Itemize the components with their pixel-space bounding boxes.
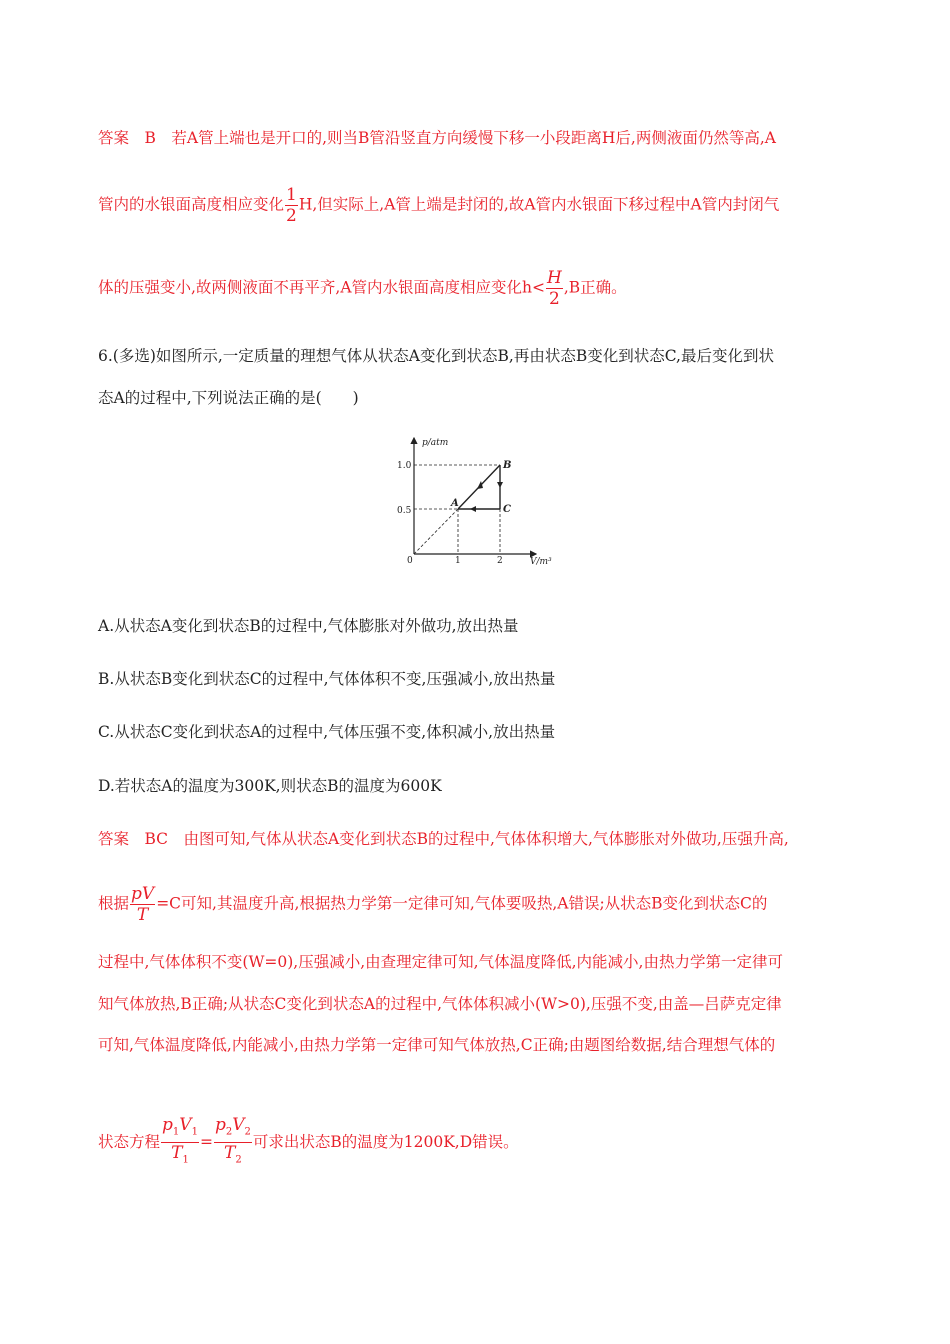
t2-symbol: T <box>224 1143 236 1164</box>
arrow-a-to-b <box>477 481 483 489</box>
fraction-numerator: H <box>547 268 562 288</box>
fraction-denominator: 2 <box>286 206 297 226</box>
answer5-line1: 答案 B 若A管上端也是开口的,则当B管沿竖直方向缓慢下移一小段距离H后,两侧液面仍然等高,A <box>98 129 776 147</box>
point-a-label: A <box>451 498 459 509</box>
fraction-denominator: T <box>136 905 149 925</box>
point-c-label: C <box>503 504 511 515</box>
answer5-line2-pre: 管内的水银面高度相应变化 <box>98 195 285 214</box>
y-tick-1-0: 1.0 <box>397 461 412 471</box>
t1-subscript: 1 <box>182 1154 189 1166</box>
answer5-line3 <box>98 268 627 309</box>
equals-sign: = <box>199 1132 213 1151</box>
answer6-line4: 知气体放热,B正确;从状态C变化到状态A的过程中,气体体积减小(W>0),压强不变,由盖—吕萨克定律 <box>98 995 782 1013</box>
v1-subscript: 1 <box>191 1126 198 1138</box>
p2-subscript: 2 <box>225 1126 233 1138</box>
p1-subscript: 1 <box>172 1126 180 1138</box>
question6-line1: 6.(多选)如图所示,一定质量的理想气体从状态A变化到状态B,再由状态B变化到状态C,最后变化到状 <box>98 347 774 365</box>
answer6-line6-post: 可求出状态B的温度为1200K,D错误。 <box>252 1132 519 1151</box>
p1-symbol: p <box>162 1115 173 1135</box>
x-tick-1: 1 <box>455 556 461 566</box>
fraction-h-over-2 <box>546 268 563 309</box>
fraction-denominator: 2 <box>549 289 560 309</box>
option-a: A.从状态A变化到状态B的过程中,气体膨胀对外做功,放出热量 <box>98 617 519 635</box>
p2-symbol: p <box>214 1115 226 1135</box>
fraction-p2v2-over-t2 <box>214 1115 252 1171</box>
answer5-line2-post: H,但实际上,A管上端是封闭的,故A管内水银面下移过程中A管内封闭气 <box>298 195 780 214</box>
option-b: B.从状态B变化到状态C的过程中,气体体积不变,压强减小,放出热量 <box>98 670 556 688</box>
answer5-line2 <box>98 185 779 226</box>
answer5-line3-pre: 体的压强变小,故两侧液面不再平齐,A管内水银面高度相应变化h< <box>98 278 546 297</box>
answer6-line5: 可知,气体温度降低,内能减小,由热力学第一定律可知气体放热,C正确;由题图给数据,结合理想气体的 <box>98 1036 776 1054</box>
option-d: D.若状态A的温度为300K,则状态B的温度为600K <box>98 777 442 795</box>
answer6-line3: 过程中,气体体积不变(W=0),压强减小,由查理定律可知,气体温度降低,内能减小,由热力学第一定律可 <box>98 953 783 971</box>
arrow-c-to-a <box>470 506 476 512</box>
answer5-line3-post: ,B正确。 <box>563 278 627 297</box>
fraction-numerator: 1 <box>286 185 297 205</box>
origin-label: 0 <box>407 556 413 566</box>
v1-symbol: V <box>179 1115 192 1135</box>
t2-subscript: 2 <box>235 1154 242 1166</box>
question6-line2: 态A的过程中,下列说法正确的是( ) <box>98 389 359 407</box>
y-tick-0-5: 0.5 <box>397 506 412 516</box>
fraction-one-half <box>285 185 298 226</box>
answer6-line6-pre: 状态方程 <box>98 1132 161 1151</box>
fraction-pv-over-t <box>130 884 155 925</box>
x-axis-label: V/m³ <box>530 557 552 567</box>
pv-diagram <box>396 430 561 570</box>
guide-origin-to-a <box>414 509 458 554</box>
point-b-label: B <box>503 460 512 471</box>
v2-symbol: V <box>232 1115 245 1135</box>
fraction-p1v1-over-t1 <box>161 1115 199 1171</box>
answer6-line2-pre: 根据 <box>98 894 130 913</box>
answer6-line2 <box>98 884 767 925</box>
t1-symbol: T <box>171 1143 183 1164</box>
answer6-line1: 答案 BC 由图可知,气体从状态A变化到状态B的过程中,气体体积增大,气体膨胀对外做功,压强升高, <box>98 830 789 848</box>
y-axis-label: p/atm <box>422 438 449 448</box>
answer6-line2-post: =C可知,其温度升高,根据热力学第一定律可知,气体要吸热,A错误;从状态B变化到状态C的 <box>156 894 768 913</box>
x-tick-2: 2 <box>497 556 503 566</box>
arrow-b-to-c <box>497 482 503 488</box>
fraction-numerator: pV <box>131 884 155 904</box>
option-c: C.从状态C变化到状态A的过程中,气体压强不变,体积减小,放出热量 <box>98 723 556 741</box>
answer6-line6 <box>98 1115 519 1171</box>
v2-subscript: 2 <box>244 1126 251 1138</box>
